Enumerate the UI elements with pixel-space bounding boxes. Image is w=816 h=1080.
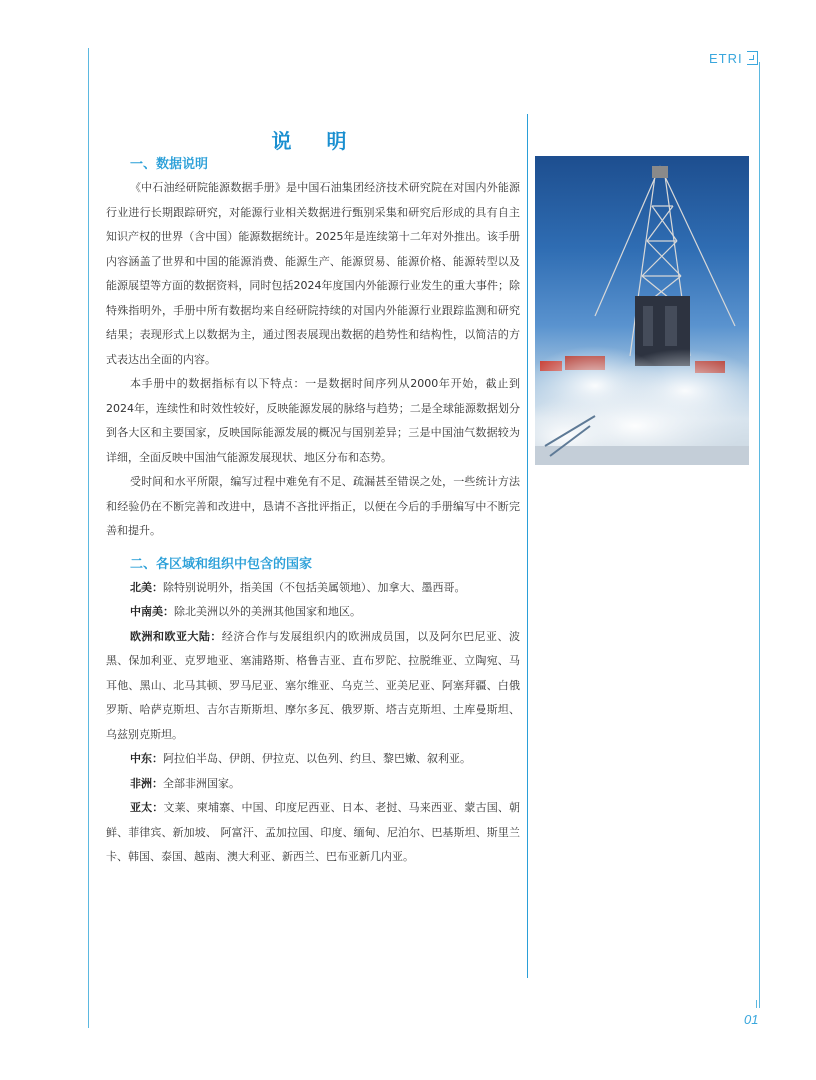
region-middle-east <box>106 747 520 772</box>
region-north-america <box>106 576 520 601</box>
region-text: 除北美洲以外的美洲其他国家和地区。 <box>174 605 361 618</box>
region-text: 阿拉伯半岛、伊朗、伊拉克、以色列、约旦、黎巴嫩、叙利亚。 <box>163 752 471 765</box>
paragraph: 本手册中的数据指标有以下特点：一是数据时间序列从2000年开始，截止到2024年，连续性和时效性较好，反映能源发展的脉络与趋势；二是全球能源数据划分到各大区和主要国家，反映国际能源发展的概况与国别差异；三是中国油气数据较为详细，全面反映中国油气能源发展现状、地区分布和态势。 <box>106 377 520 464</box>
brand-text: ETRI <box>709 50 743 66</box>
page-number: 01 <box>744 1012 759 1027</box>
region-text: 全部非洲国家。 <box>163 776 240 790</box>
region-label: 欧洲和欧亚大陆： <box>130 629 222 643</box>
left-margin-rule <box>88 48 89 1028</box>
region-africa <box>106 772 520 797</box>
region-label: 亚太： <box>130 801 164 814</box>
main-content <box>106 154 520 870</box>
region-latin-america <box>106 600 520 625</box>
region-text: 经济合作与发展组织内的欧洲成员国，以及阿尔巴尼亚、波黑、保加利亚、克罗地亚、塞浦路斯、格鲁吉亚、直布罗陀、拉脱维亚、立陶宛、马耳他、黑山、北马其顿、罗马尼亚、塞尔维亚、乌克兰、亚美尼亚、阿塞拜疆、白俄罗斯、哈萨克斯坦、吉尔吉斯斯坦、摩尔多瓦、俄罗斯、塔吉克斯坦、土库曼斯坦、乌兹别克斯坦。 <box>106 629 521 741</box>
region-label: 中东： <box>130 752 163 765</box>
region-europe-eurasia <box>106 625 520 748</box>
page-title: 说 明 <box>271 129 361 154</box>
right-margin-rule <box>759 62 760 1000</box>
page-ticks <box>756 1000 760 1008</box>
region-label: 北美： <box>130 580 163 594</box>
region-label: 非洲： <box>130 776 163 790</box>
column-divider <box>527 114 528 978</box>
region-label: 中南美： <box>130 605 174 618</box>
section-heading-regions: 二、各区域和组织中包含的国家 <box>130 556 313 572</box>
region-text: 除特别说明外，指美国（不包括美属领地）、加拿大、墨西哥。 <box>163 580 466 594</box>
drilling-rig-photo <box>535 156 749 465</box>
brand-logo-icon <box>747 51 758 65</box>
region-text: 文莱、柬埔寨、中国、印度尼西亚、日本、老挝、马来西亚、蒙古国、朝鲜、菲律宾、新加坡、 阿富汗、孟加拉国、印度、缅甸、尼泊尔、巴基斯坦、斯里兰卡、韩国、泰国、越南、澳大利亚、新西兰、巴布亚新几内亚。 <box>106 801 521 863</box>
drilling-rig-illustration <box>535 156 749 465</box>
brand-header <box>709 49 758 67</box>
paragraph: 《中石油经研院能源数据手册》是中国石油集团经济技术研究院在对国内外能源行业进行长期跟踪研究，对能源行业相关数据进行甄别采集和研究后形成的具有自主知识产权的世界（含中国）能源数据统计。2025年是连续第十二年对外推出。该手册内容涵盖了世界和中国的能源消费、能源生产、能源贸易、能源价格、能源转型以及能源展望等方面的数据资料，同时包括2024年度国内外能源行业发生的重大事件；除特殊指明外，手册中所有数据均来自经研院持续的对国内外能源行业跟踪监测和研究结果；表现形式上以数据为主，通过图表展现出数据的趋势性和结构性，以简洁的方式表达出全面的内容。 <box>106 181 520 366</box>
section-heading-data: 一、数据说明 <box>130 157 209 172</box>
region-asia-pacific <box>106 796 520 870</box>
paragraph: 受时间和水平所限，编写过程中难免有不足、疏漏甚至错误之处，一些统计方法和经验仍在不断完善和改进中，恳请不吝批评指正，以便在今后的手册编写中不断完善和提升。 <box>106 475 520 537</box>
